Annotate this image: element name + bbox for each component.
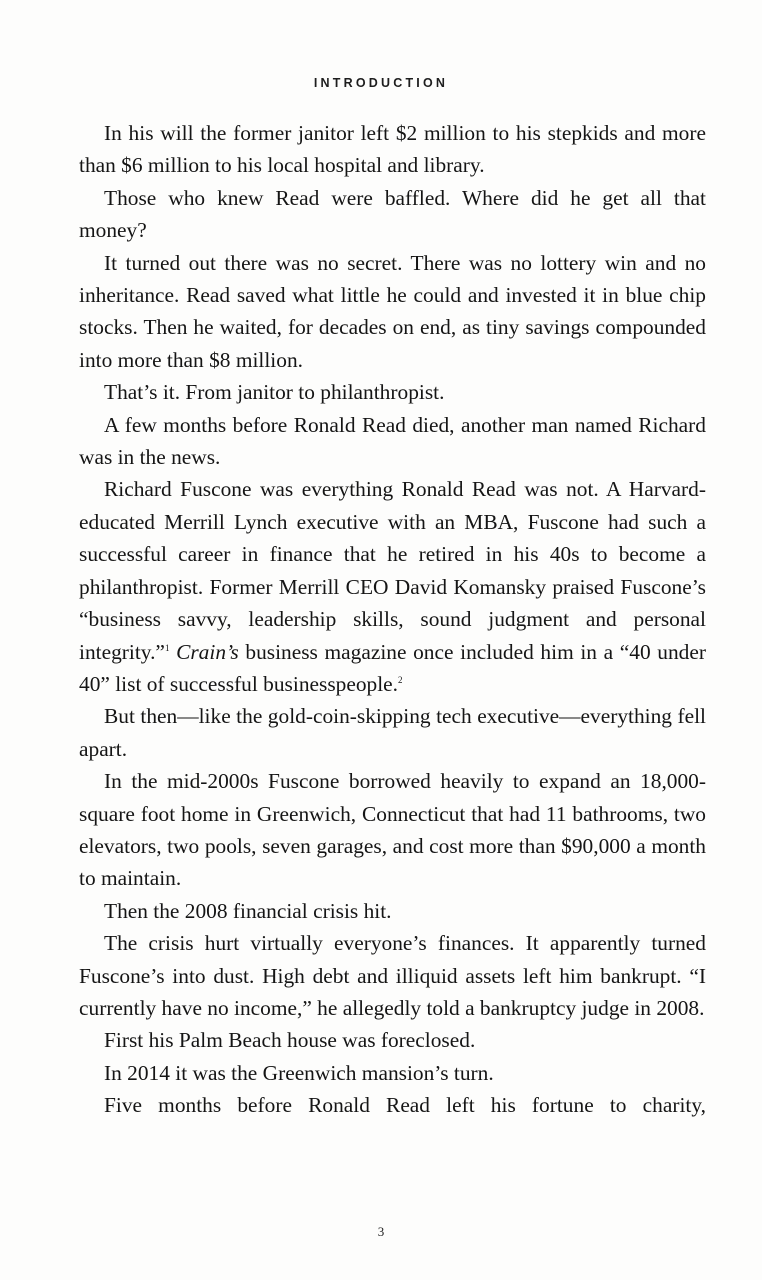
- paragraph: In 2014 it was the Greenwich mansion’s turn.: [104, 1060, 494, 1085]
- paragraph: But then—like the gold-coin-skipping tech executive—everything fell apart.: [79, 704, 706, 761]
- paragraph: In the mid-2000s Fuscone borrowed heavily to expand an 18,000-square foot home in Greenwich, Connecticut that had 11 bathrooms, two elevators, two pools, seven garages, and cost more than $90,000 a month to maintain.: [79, 769, 706, 891]
- paragraph: It turned out there was no secret. There was no lottery win and no inheritance. Read saved what little he could and invested it in blue chip stocks. Then he waited, for decades on end, as tiny savings compounded into more than $8 million.: [79, 250, 706, 372]
- paragraph: That’s it. From janitor to philanthropist.: [104, 380, 445, 405]
- paragraph: Five months before Ronald Read left his fortune to charity,: [104, 1093, 706, 1118]
- paragraph: The crisis hurt virtually everyone’s finances. It apparently turned Fuscone’s into dust. High debt and illiquid assets left him bankrupt. “I currently have no income,” he allegedly told a bankruptcy judge in 2008.: [79, 931, 706, 1020]
- paragraph: [79, 473, 706, 700]
- paragraph: Then the 2008 financial crisis hit.: [104, 898, 392, 923]
- italic-title: Crain’s: [176, 639, 239, 664]
- footnote-marker: 1: [164, 642, 170, 653]
- body-text: [79, 117, 706, 1122]
- running-head: INTRODUCTION: [313, 76, 449, 90]
- paragraph: First his Palm Beach house was foreclosed.: [104, 1028, 476, 1053]
- footnote-marker: 2: [398, 674, 403, 685]
- paragraph-text: Richard Fuscone was everything Ronald Read was not. A Harvard-educated Merrill Lynch executive with an MBA, Fuscone had such a successful career in finance that he retired in his 40s to become a philanthropist. Former Merrill CEO David Komansky praised Fuscone’s “business savvy, leadership skills, sound judgment and personal integrity.”: [79, 477, 706, 664]
- paragraph: In his will the former janitor left $2 million to his stepkids and more than $6 million to his local hospital and library.: [79, 121, 706, 178]
- paragraph: Those who knew Read were baffled. Where did he get all that money?: [79, 185, 706, 243]
- paragraph: A few months before Ronald Read died, another man named Richard was in the news.: [79, 412, 706, 470]
- page-number: 3: [377, 1224, 385, 1239]
- paragraph-text: business magazine once included him in a “40 under 40” list of successful businesspeople.: [79, 639, 706, 696]
